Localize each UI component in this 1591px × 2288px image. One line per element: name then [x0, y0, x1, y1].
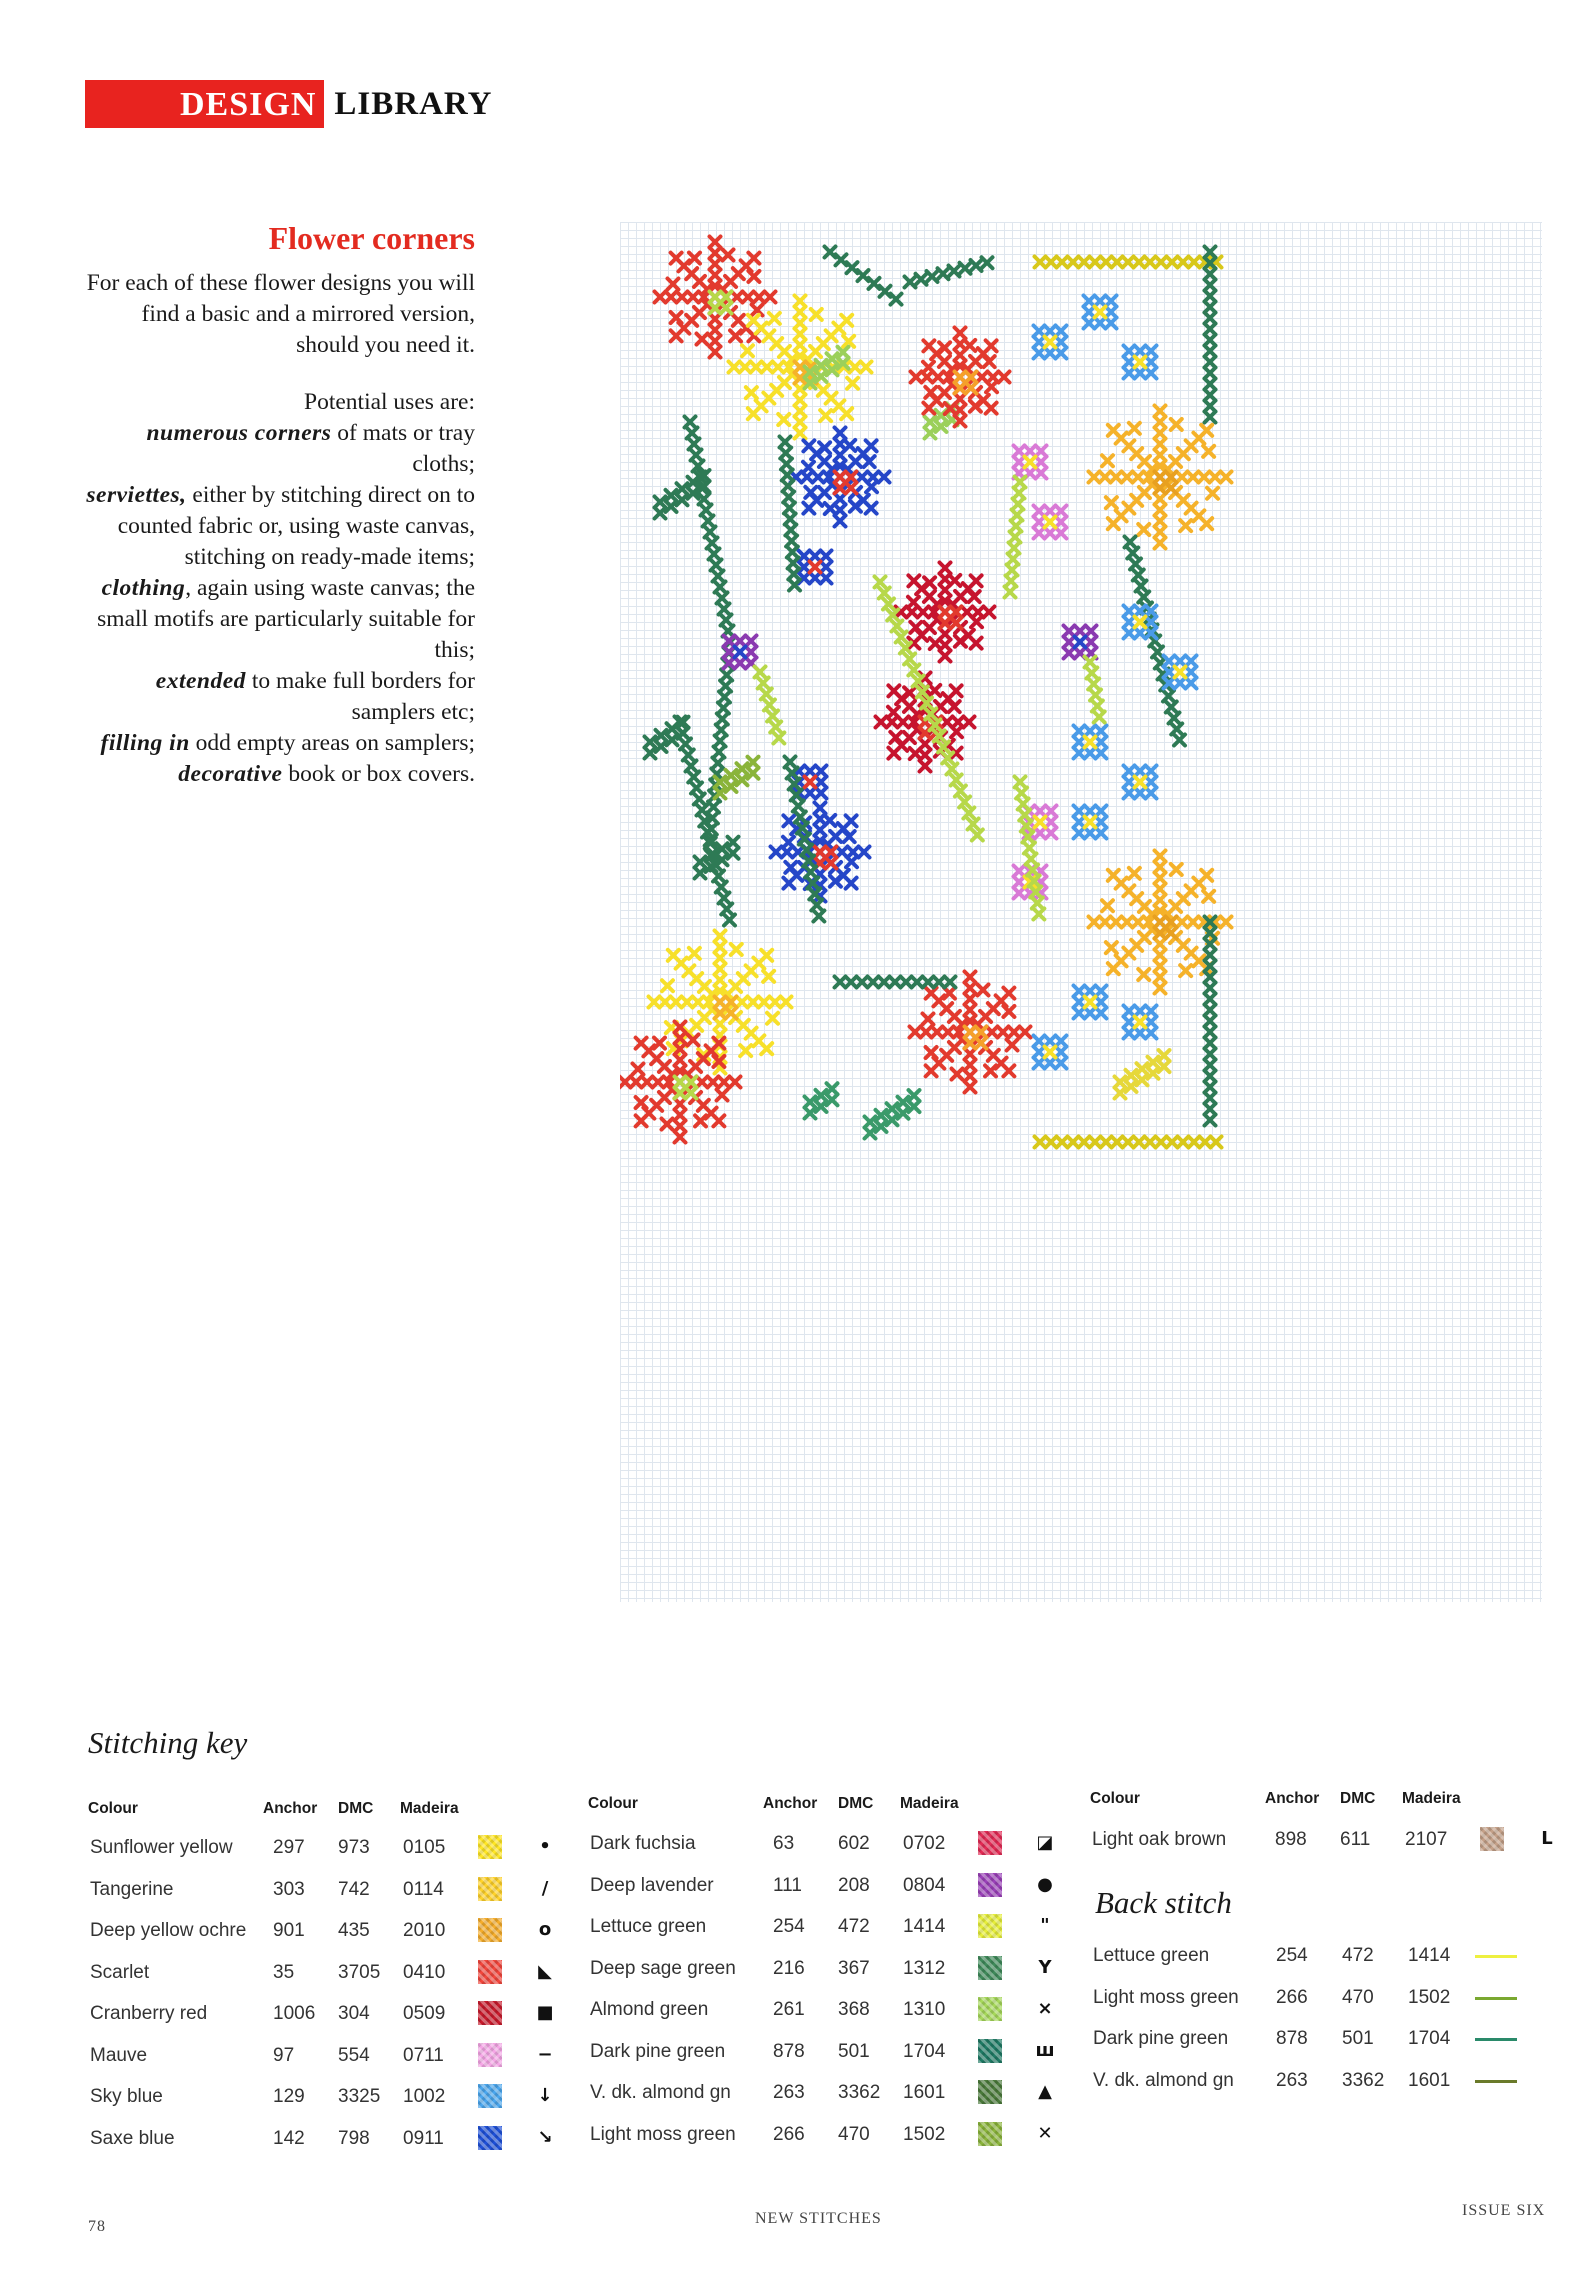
colour-name: Dark pine green: [590, 2040, 726, 2062]
dmc-number: 470: [838, 2123, 870, 2145]
dmc-number: 602: [838, 1833, 870, 1854]
chart-symbol: ↘: [537, 2126, 553, 2148]
thread-swatch: [1480, 1827, 1504, 1851]
dmc-number: 973: [338, 1837, 370, 1858]
colour-name: Mauve: [90, 2044, 148, 2066]
backstitch-dmc: 3362: [1342, 2069, 1385, 2091]
backstitch-colour: V. dk. almond gn: [1093, 2069, 1234, 2091]
thread-swatch: [478, 1877, 502, 1901]
backstitch-madeira: 1414: [1408, 1945, 1451, 1966]
madeira-number: 1414: [903, 1916, 946, 1937]
colour-name: Scarlet: [90, 1961, 150, 1983]
anchor-number: 1006: [273, 2003, 316, 2024]
section-header: [85, 80, 492, 128]
thread-swatch: [478, 1960, 502, 1984]
backstitch-line: [1475, 2038, 1517, 2041]
header-madeira: Madeira: [1402, 1790, 1461, 1807]
anchor-number: 901: [273, 1920, 305, 1941]
backstitch-dmc: 501: [1342, 2028, 1374, 2049]
use-text: , again using waste canvas; the small motifs are particularly suitable for this;: [97, 575, 475, 663]
cross-stitch-design-image: [620, 222, 1542, 1602]
backstitch-line: [1475, 1997, 1517, 2000]
anchor-number: 261: [773, 1999, 805, 2020]
colour-name: Sky blue: [90, 2086, 163, 2107]
colour-name: Tangerine: [90, 1878, 174, 1900]
madeira-number: 0410: [403, 1961, 446, 1983]
anchor-number: 263: [773, 2082, 805, 2103]
use-keyword: serviettes,: [86, 482, 187, 508]
dmc-number: 208: [838, 1874, 870, 1896]
colour-name: Lettuce green: [590, 1916, 707, 1937]
colour-name: V. dk. almond gn: [590, 2082, 731, 2103]
anchor-number: 878: [773, 2040, 805, 2062]
anchor-number: 303: [273, 1878, 305, 1900]
madeira-number: 1312: [903, 1957, 946, 1979]
dmc-number: 367: [838, 1957, 870, 1979]
backstitch-anchor: 254: [1276, 1945, 1308, 1966]
anchor-number: 216: [773, 1957, 805, 1979]
dmc-number: 554: [338, 2044, 370, 2066]
madeira-number: 0509: [403, 2003, 446, 2024]
dmc-number: 3325: [338, 2086, 381, 2107]
header-madeira: Madeira: [900, 1795, 959, 1812]
madeira-number: 1002: [403, 2086, 446, 2107]
dmc-number: 3362: [838, 2082, 881, 2103]
colour-name: Deep yellow ochre: [90, 1920, 247, 1941]
thread-swatch: [978, 2122, 1002, 2146]
issue-label: ISSUE SIX: [1462, 2202, 1546, 2219]
uses-label: Potential uses are:: [304, 389, 475, 415]
dmc-number: 798: [338, 2127, 370, 2149]
aida-fabric: [620, 222, 1542, 1602]
madeira-number: 0702: [903, 1833, 946, 1854]
madeira-number: 0804: [903, 1874, 946, 1896]
madeira-number: 2010: [403, 1920, 446, 1941]
thread-swatch: [478, 1918, 502, 1942]
colour-name: Dark fuchsia: [590, 1833, 696, 1854]
backstitch-madeira: 1502: [1408, 1986, 1451, 2008]
colour-name: Deep sage green: [590, 1957, 736, 1979]
chart-symbol: o: [538, 1919, 552, 1940]
use-keyword: clothing: [101, 575, 186, 601]
anchor-number: 35: [273, 1961, 295, 1983]
backstitch-madeira: 1704: [1408, 2028, 1451, 2049]
chart-symbol: ×: [1037, 1998, 1053, 2019]
thread-swatch: [478, 1835, 502, 1859]
uses-list: [80, 418, 475, 790]
thread-swatch: [478, 2126, 502, 2150]
header-anchor: Anchor: [763, 1795, 818, 1812]
use-keyword: extended: [155, 668, 246, 694]
use-item: [80, 728, 475, 759]
chart-symbol: ш: [1035, 2039, 1055, 2061]
use-item: [80, 666, 475, 728]
dmc-number: 742: [338, 1878, 370, 1900]
header-anchor: Anchor: [263, 1800, 318, 1817]
madeira-number: 0114: [403, 1878, 444, 1900]
section-title: LIBRARY: [334, 85, 493, 122]
chart-symbol: /: [541, 1877, 549, 1899]
chart-symbol: L: [1541, 1828, 1553, 1849]
header-colour: Colour: [588, 1795, 638, 1812]
chart-symbol: −: [537, 2043, 553, 2065]
use-item: [80, 759, 475, 790]
colour-name: Saxe blue: [90, 2127, 175, 2149]
chart-symbol: ■: [536, 2002, 554, 2023]
header-dmc: DMC: [838, 1795, 874, 1812]
use-item: [80, 480, 475, 573]
backstitch-line: [1475, 2080, 1517, 2083]
thread-swatch: [978, 1831, 1002, 1855]
madeira-number: 0711: [403, 2044, 444, 2066]
backstitch-madeira: 1601: [1408, 2069, 1451, 2091]
madeira-number: 0911: [403, 2127, 444, 2149]
dmc-number: 472: [838, 1916, 870, 1937]
header-colour: Colour: [88, 1800, 138, 1817]
backstitch-anchor: 263: [1276, 2069, 1308, 2091]
use-text: of mats or tray cloths;: [331, 420, 475, 477]
backstitch-colour: Lettuce green: [1093, 1945, 1210, 1966]
chart-symbol: ↓: [537, 2085, 553, 2106]
dmc-number: 611: [1340, 1829, 1371, 1850]
madeira-number: 1704: [903, 2040, 946, 2062]
backstitch-title: Back stitch: [1095, 1885, 1232, 1920]
thread-swatch: [478, 2043, 502, 2067]
use-item: [80, 573, 475, 666]
anchor-number: 254: [773, 1916, 805, 1937]
backstitch-dmc: 470: [1342, 1986, 1374, 2008]
section-label: DESIGN: [85, 80, 324, 128]
intro-text: [80, 220, 475, 790]
thread-swatch: [478, 2001, 502, 2025]
anchor-number: 266: [773, 2123, 805, 2145]
chart-symbol: ▲: [1038, 2081, 1052, 2102]
thread-swatch: [478, 2084, 502, 2108]
dmc-number: 501: [838, 2040, 870, 2062]
anchor-number: 63: [773, 1833, 795, 1854]
thread-swatch: [978, 2039, 1002, 2063]
dmc-number: 3705: [338, 1961, 381, 1983]
madeira-number: 0105: [403, 1837, 446, 1858]
use-text: either by stitching direct on to counted fabric or, using waste canvas, stitching on ready-made items;: [117, 482, 475, 570]
use-keyword: decorative: [178, 761, 283, 787]
madeira-number: 1310: [903, 1999, 946, 2020]
header-madeira: Madeira: [400, 1800, 459, 1817]
madeira-number: 2107: [1405, 1829, 1448, 1850]
backstitch-anchor: 266: [1276, 1986, 1308, 2008]
madeira-number: 1502: [903, 2123, 946, 2145]
stitching-key-title: Stitching key: [88, 1725, 248, 1760]
anchor-number: 142: [273, 2127, 305, 2149]
thread-swatch: [978, 1873, 1002, 1897]
dmc-number: 368: [838, 1999, 870, 2020]
anchor-number: 97: [273, 2044, 295, 2066]
colour-name: Sunflower yellow: [90, 1837, 233, 1858]
anchor-number: 111: [773, 1874, 802, 1896]
thread-swatch: [978, 2080, 1002, 2104]
stitched-fabric: [620, 222, 1542, 1602]
header-dmc: DMC: [338, 1800, 374, 1817]
colour-name: Light moss green: [590, 2123, 736, 2145]
colour-name: Cranberry red: [90, 2003, 208, 2024]
anchor-number: 297: [273, 1837, 305, 1858]
intro-lead: For each of these flower designs you will find a basic and a mirrored version, should you need it.: [86, 270, 475, 358]
magazine-name: NEW STITCHES: [755, 2210, 882, 2227]
chart-symbol: ": [1040, 1915, 1050, 1936]
thread-swatch: [978, 1997, 1002, 2021]
header-anchor: Anchor: [1265, 1790, 1320, 1807]
anchor-number: 898: [1275, 1829, 1307, 1850]
use-keyword: numerous corners: [146, 420, 332, 446]
backstitch-colour: Light moss green: [1093, 1986, 1239, 2008]
chart-symbol: ●: [1037, 1873, 1053, 1895]
backstitch-dmc: 472: [1342, 1945, 1374, 1966]
thread-swatch: [978, 1956, 1002, 1980]
chart-symbol: ◪: [1036, 1832, 1054, 1853]
chart-symbol: •: [539, 1836, 551, 1857]
header-colour: Colour: [1090, 1790, 1140, 1807]
madeira-number: 1601: [903, 2082, 946, 2103]
chart-symbol: ✕: [1037, 2122, 1053, 2144]
dmc-number: 435: [338, 1920, 370, 1941]
colour-name: Almond green: [590, 1999, 709, 2020]
anchor-number: 129: [273, 2086, 305, 2107]
backstitch-anchor: 878: [1276, 2028, 1308, 2049]
use-text: book or box covers.: [282, 761, 475, 787]
use-item: [80, 418, 475, 480]
chart-symbol: Y: [1038, 1956, 1052, 1978]
colour-name: Deep lavender: [590, 1874, 714, 1896]
header-dmc: DMC: [1340, 1790, 1376, 1807]
page-title: Flower corners: [268, 220, 475, 256]
dmc-number: 304: [338, 2003, 370, 2024]
backstitch-colour: Dark pine green: [1093, 2028, 1229, 2049]
chart-symbol: ◣: [538, 1960, 552, 1982]
thread-swatch: [978, 1914, 1002, 1938]
colour-name: Light oak brown: [1092, 1829, 1227, 1850]
backstitch-line: [1475, 1955, 1517, 1958]
use-keyword: filling in: [100, 730, 190, 756]
page-number: 78: [88, 2218, 106, 2235]
use-text: odd empty areas on samplers;: [189, 730, 475, 756]
use-text: to make full borders for samplers etc;: [245, 668, 475, 725]
